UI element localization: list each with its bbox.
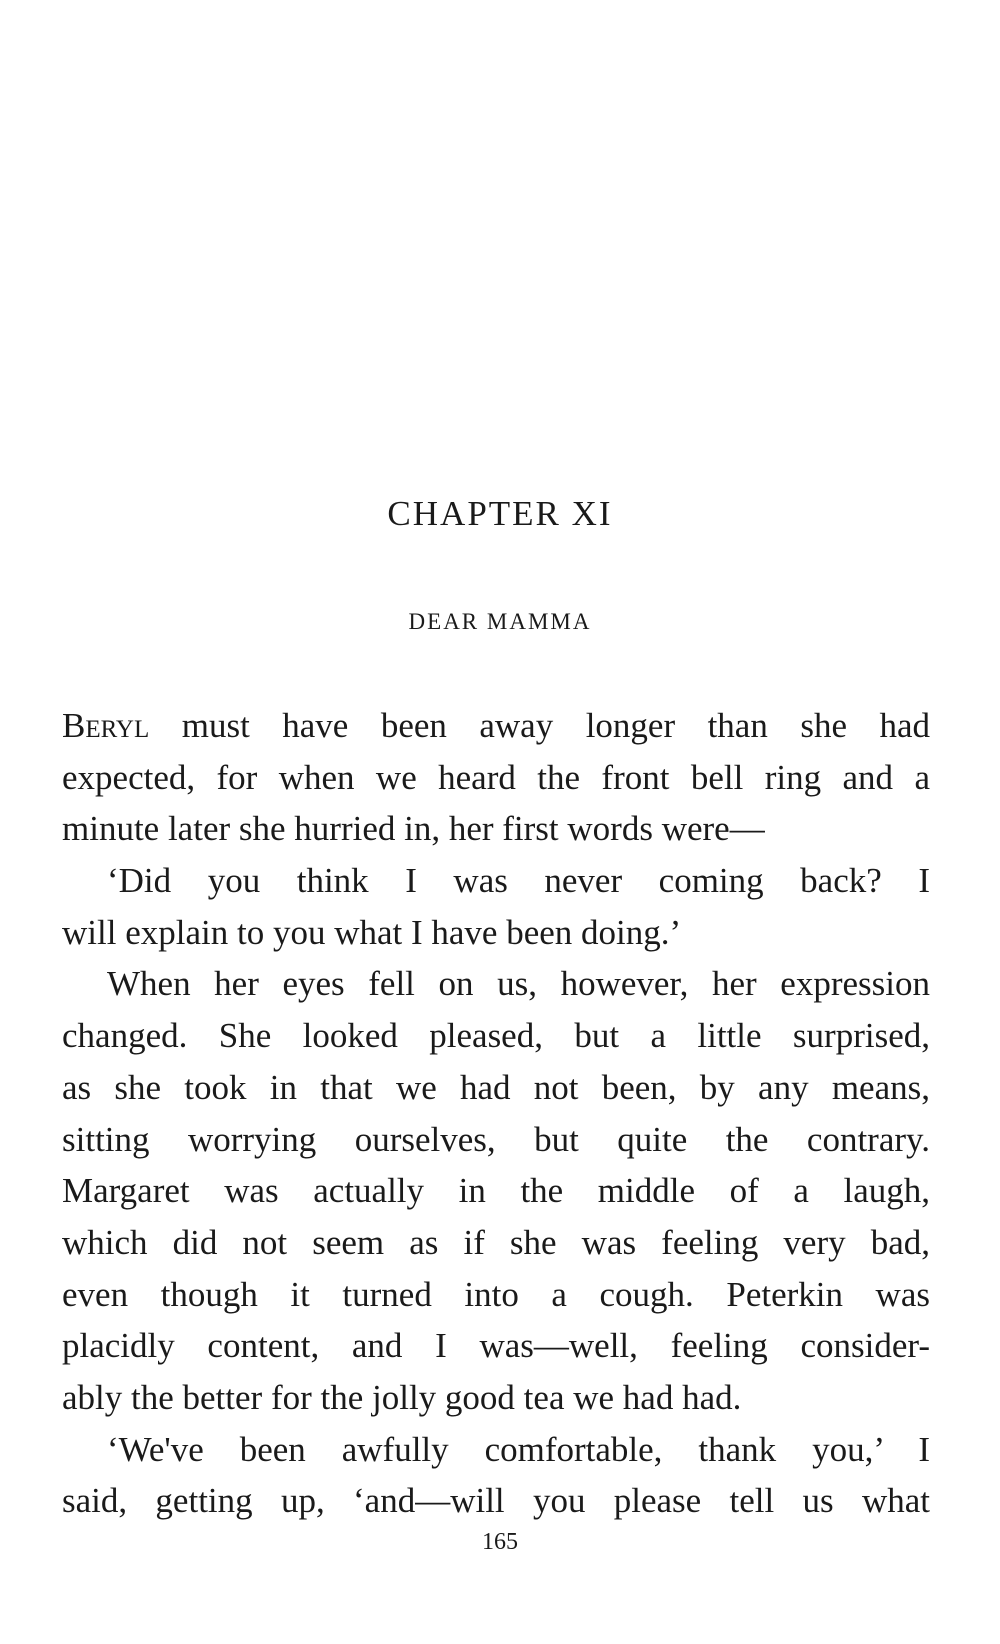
text-line: minute later she hurried in, her first words were— (62, 809, 765, 849)
text-line (62, 700, 930, 752)
page-number: 165 (482, 1529, 518, 1555)
text-line: even though it turned into a cough. Peterkin was (62, 1274, 930, 1314)
text-line: expected, for when we heard the front bell ring and a (62, 757, 930, 797)
opening-word: Beryl (62, 706, 150, 745)
chapter-title: CHAPTER XI (387, 494, 613, 533)
text-line: sitting worrying ourselves, but quite the contrary. (62, 1119, 930, 1159)
text-line: as she took in that we had not been, by any means, (62, 1067, 930, 1107)
text-line: Margaret was actually in the middle of a laugh, (62, 1171, 930, 1211)
text-line: which did not seem as if she was feeling very bad, (62, 1222, 930, 1262)
text-line: ‘We've been awfully comfortable, thank you,’ I (107, 1429, 930, 1469)
text-line: changed. She looked pleased, but a little surprised, (62, 1016, 930, 1056)
text-line: ably the better for the jolly good tea we had had. (62, 1377, 742, 1417)
text-line-fragment: must have been away longer than she had (149, 706, 930, 745)
text-line: ‘Did you think I was never coming back? I (107, 861, 930, 901)
text-line: will explain to you what I have been doing.’ (62, 912, 682, 952)
text-line: said, getting up, ‘and—will you please tell us what (62, 1481, 930, 1521)
body-text (62, 700, 930, 1527)
chapter-subtitle: DEAR MAMMA (408, 609, 592, 634)
text-line: placidly content, and I was—well, feeling consider- (62, 1326, 930, 1366)
text-line: When her eyes fell on us, however, her expression (107, 964, 930, 1004)
